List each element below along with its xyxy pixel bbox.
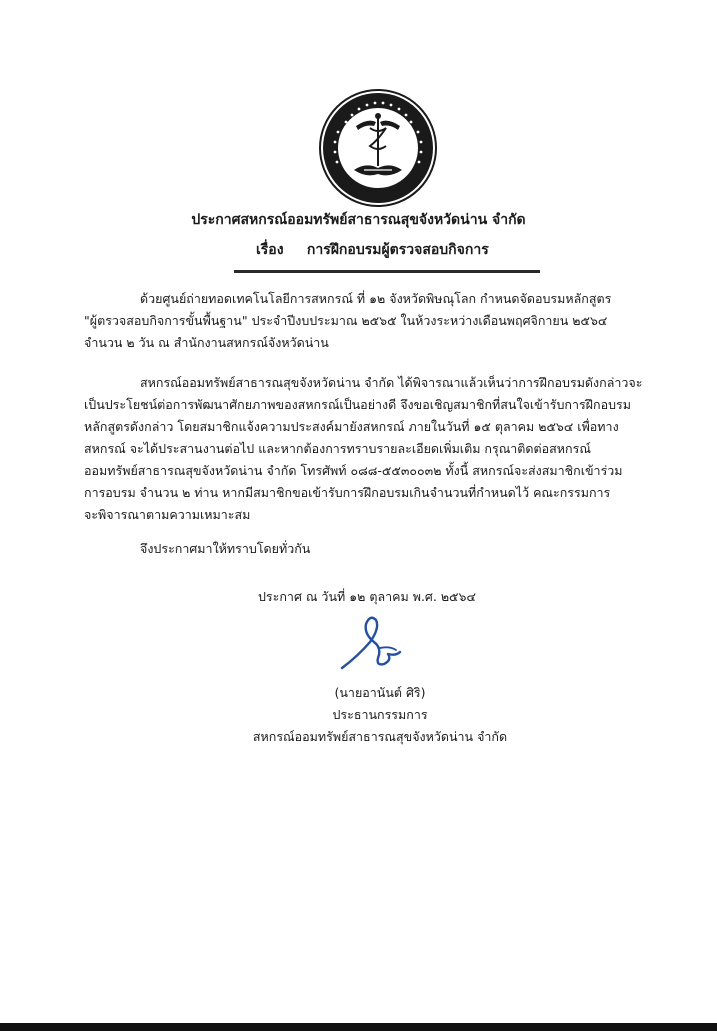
paragraph-line: สหกรณ์ จะได้ประสานงานต่อไป และหากต้องการทราบรายละเอียดเพิ่มเติม กรุณาติดต่อสหกรณ์ [84,441,591,456]
signatory-position: ประธานกรรมการ [332,707,428,722]
announcement-title: ประกาศสหกรณ์ออมทรัพย์สาธารณสุขจังหวัดน่าน จำกัด [191,212,526,228]
title-divider [234,270,540,273]
closing-statement: จึงประกาศมาให้ทราบโดยทั่วกัน [140,541,311,556]
paragraph-line: จะพิจารณาตามความเหมาะสม [84,507,251,522]
paragraph-line: "ผู้ตรวจสอบกิจการขั้นพื้นฐาน" ประจำปีงบประมาณ ๒๕๖๕ ในห้วงระหว่างเดือนพฤศจิกายน ๒๕๖๔ [84,313,608,328]
paragraph-line: จำนวน ๒ วัน ณ สำนักงานสหกรณ์จังหวัดน่าน [84,335,329,350]
paragraph-line: ด้วยศูนย์ถ่ายทอดเทคโนโลยีการสหกรณ์ ที่ ๑๒ จังหวัดพิษณุโลก กำหนดจัดอบรมหลักสูตร [140,291,612,306]
paragraph-line: หลักสูตรดังกล่าว โดยสมาชิกแจ้งความประสงค์มายังสหกรณ์ ภายในวันที่ ๑๕ ตุลาคม ๒๕๖๔ เพื่อทาง [84,419,619,434]
paragraph-line: สหกรณ์ออมทรัพย์สาธารณสุขจังหวัดน่าน จำกัด ได้พิจารณาแล้วเห็นว่าการฝึกอบรมดังกล่าวจะ [140,375,643,390]
announcement-date: ประกาศ ณ วันที่ ๑๒ ตุลาคม พ.ศ. ๒๕๖๔ [258,589,476,604]
paragraph-line: ออมทรัพย์สาธารณสุขจังหวัดน่าน จำกัด โทรศัพท์ ๐๘๘-๕๕๓๐๐๓๒ ทั้งนี้ สหกรณ์จะส่งสมาชิกเข้าร่วม [84,463,623,478]
subject-text: การฝึกอบรมผู้ตรวจสอบกิจการ [306,242,489,258]
subject-label: เรื่อง [256,242,284,258]
handwritten-signature [336,612,416,676]
cooperative-logo-seal [318,88,438,208]
signature-block [220,682,540,748]
paragraph-line: เป็นประโยชน์ต่อการพัฒนาศักยภาพของสหกรณ์เป็นอย่างดี จึงขอเชิญสมาชิกที่สนใจเข้ารับการฝึกอบรม [84,397,631,412]
signatory-name: (นายอานันต์ ศิริ) [334,685,426,700]
page-bottom-edge [0,1023,717,1031]
signatory-organization: สหกรณ์ออมทรัพย์สาธารณสุขจังหวัดน่าน จำกัด [252,729,508,744]
paragraph-2 [84,372,644,526]
announcement-subject [256,240,489,260]
paragraph-line: การอบรม จำนวน ๒ ท่าน หากมีสมาชิกขอเข้ารับการฝึกอบรมเกินจำนวนที่กำหนดไว้ คณะกรรมการ [84,485,611,500]
paragraph-1 [84,288,644,354]
